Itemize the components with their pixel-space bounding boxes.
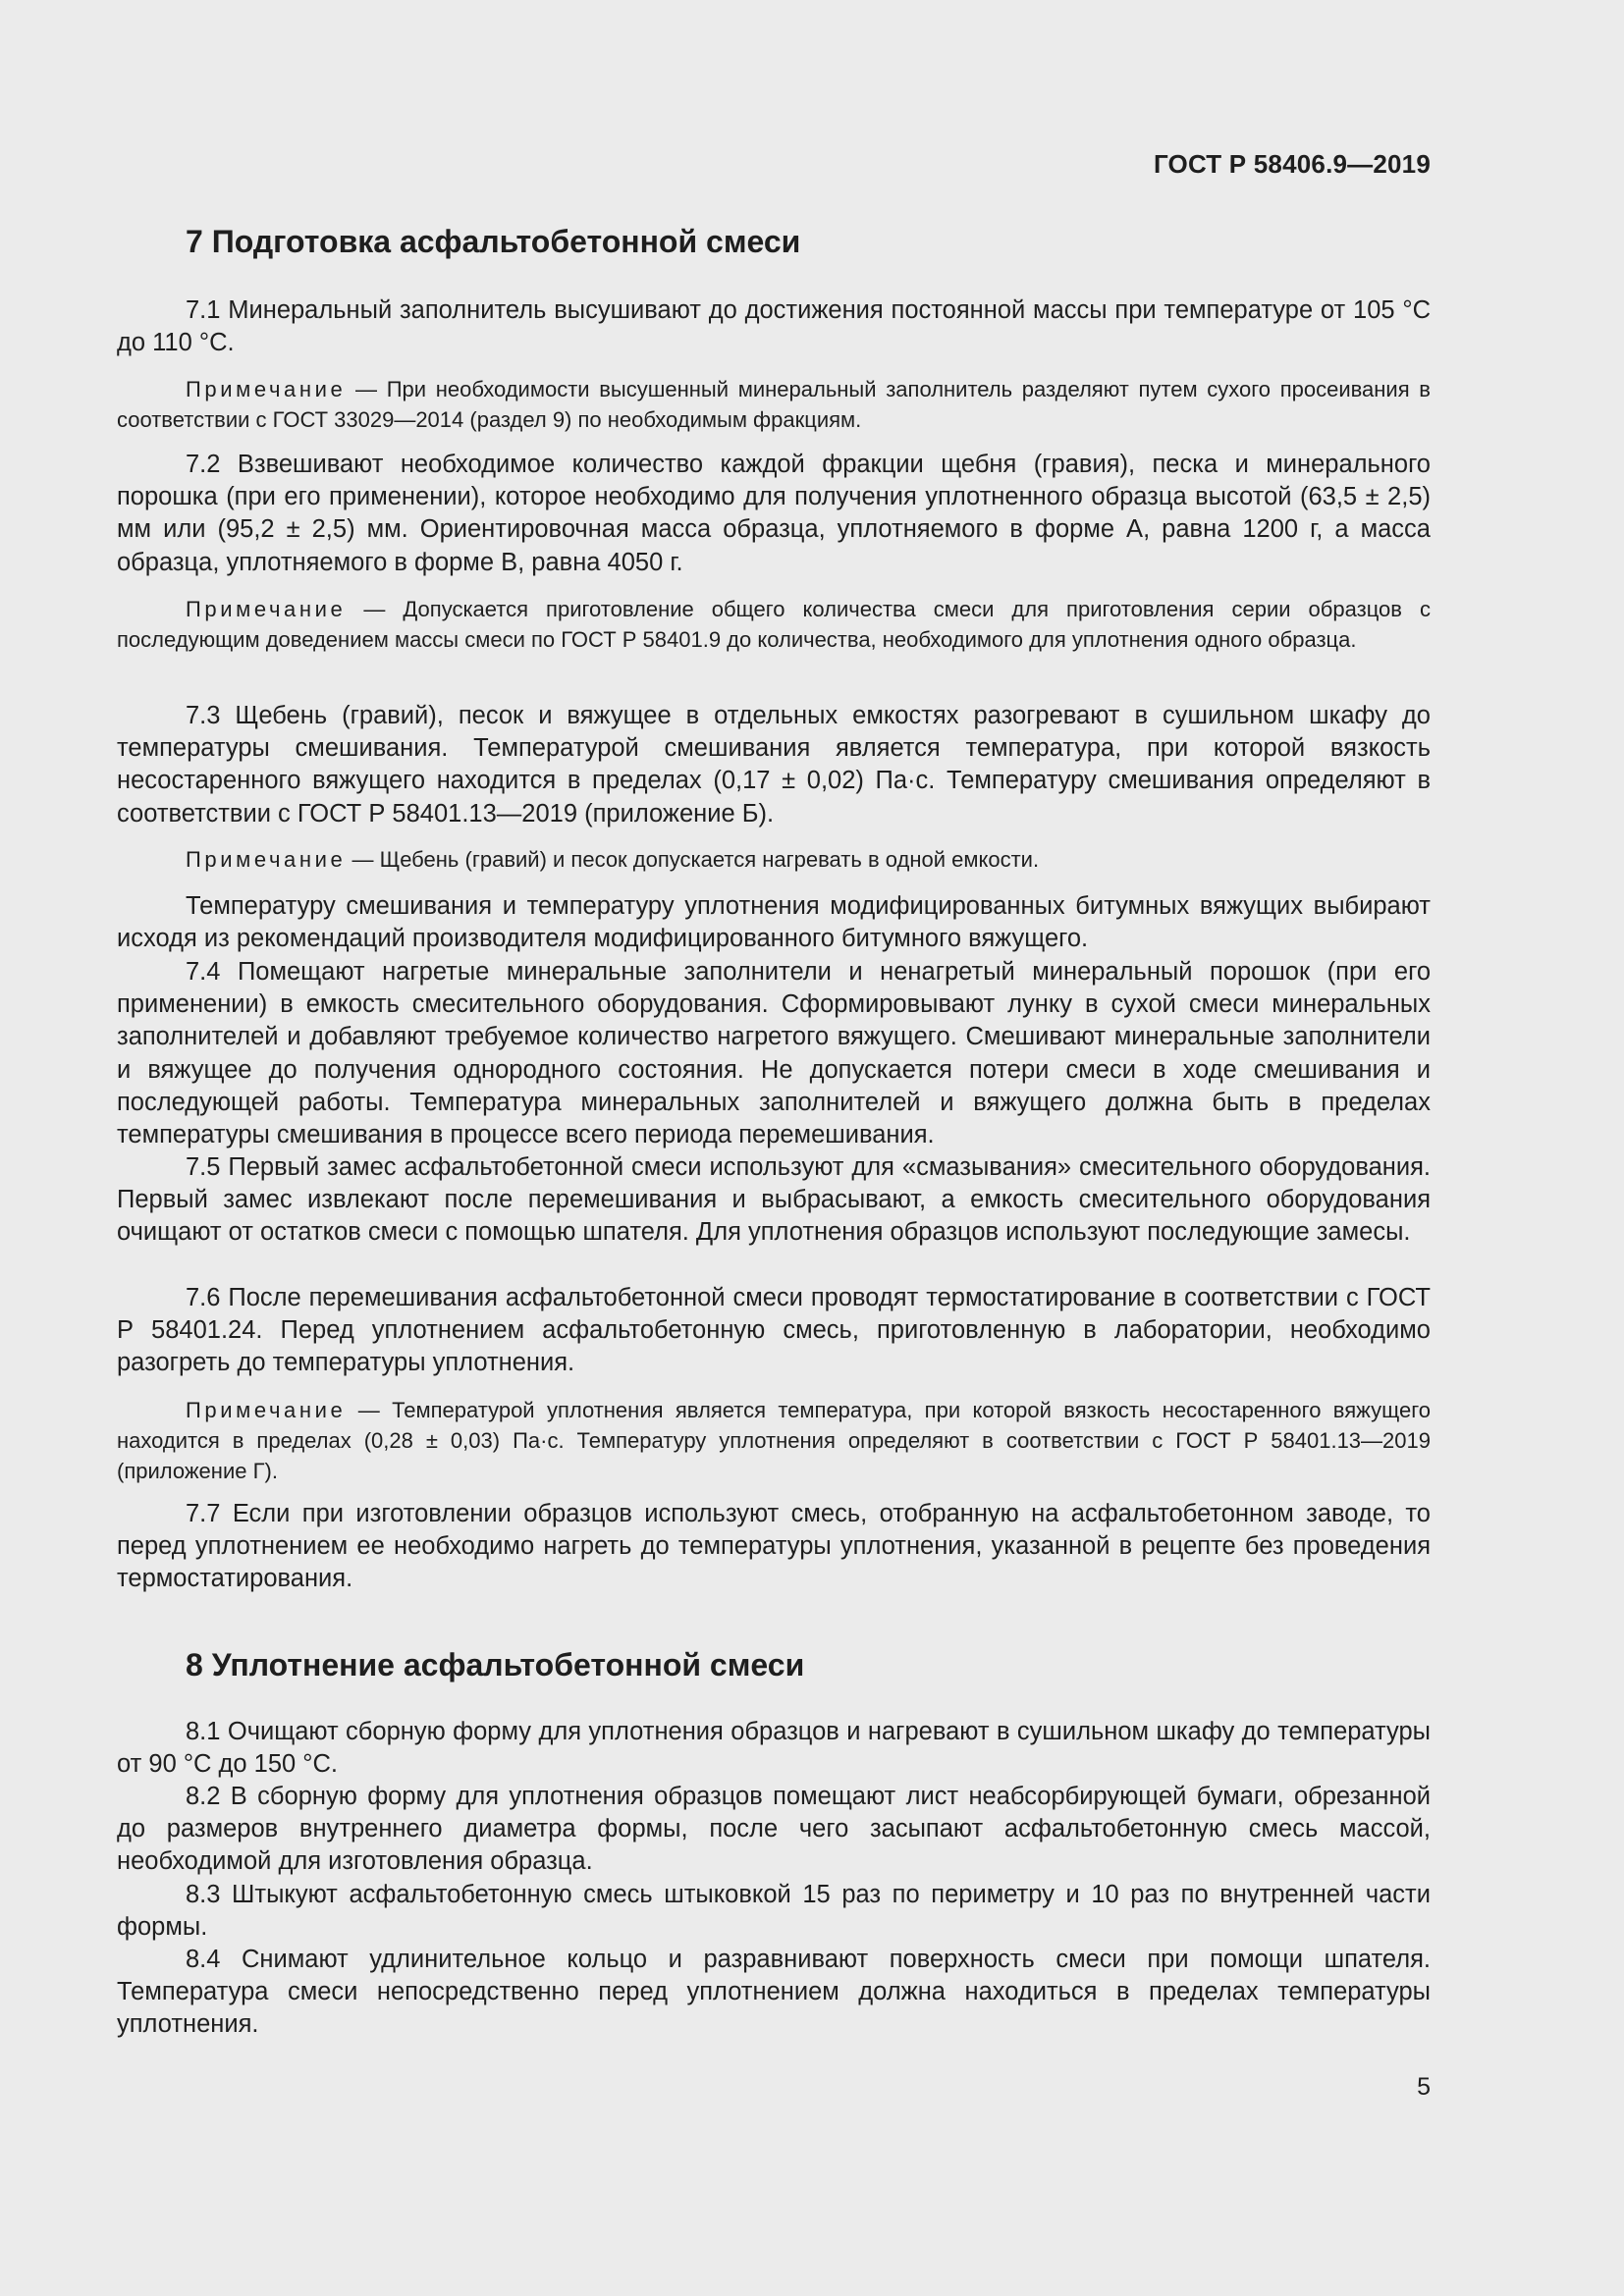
section-8-title: 8 Уплотнение асфальтобетонной смеси [186, 1647, 805, 1682]
paragraph-modified-binders: Температуру смешивания и температуру уплотнения модифицированных битумных вяжущих выбирают исходя из рекомендаций производителя модифицированного битумного вяжущего. [117, 892, 1431, 953]
paragraph-8-3: 8.3 Штыкуют асфальтобетонную смесь штыковкой 15 раз по периметру и 10 раз по внутренней части формы. [117, 1881, 1431, 1942]
paragraph-8-4: 8.4 Снимают удлинительное кольцо и разравнивают поверхность смеси при помощи шпателя. Температура смеси непосредственно перед уплотнением должна находиться в пределах температуры уплотнения. [117, 1946, 1431, 2039]
document-page [117, 0, 1431, 2296]
paragraph-7-2: 7.2 Взвешивают необходимое количество каждой фракции щебня (гравия), песка и минерального порошка (при его применении), которое необходимо для получения уплотненного образца высотой (63,5 ± 2,5) мм или (95,2 ± 2,5) мм. Ориентировочная масса образца, уплотняемого в форме А, равна 1200 г, а масса образца, уплотняемого в форме В, равна 4050 г. [117, 451, 1431, 576]
paragraph-7-3: 7.3 Щебень (гравий), песок и вяжущее в отдельных емкостях разогревают в сушильном шкафу до температуры смешивания. Температурой смешивания является температура, при которой вязкость несостаренного вяжущего находится в пределах (0,17 ± 0,02) Па·с. Температуру смешивания определяют в соответствии с ГОСТ Р 58401.13—2019 (приложение Б). [117, 702, 1431, 828]
paragraph-7-7: 7.7 Если при изготовлении образцов используют смесь, отобранную на асфальтобетонном заводе, то перед уплотнением ее необходимо нагреть до температуры уплотнения, указанной в рецепте без проведения термостатирования. [117, 1500, 1431, 1593]
paragraph-7-4: 7.4 Помещают нагретые минеральные заполнители и ненагретый минеральный порошок (при его применении) в емкость смесительного оборудования. Сформировывают лунку в сухой смеси минеральных заполнителей и добавляют требуемое количество нагретого вяжущего. Смешивают минеральные заполнители и вяжущее до получения однородного состояния. Не допускается потери смеси в ходе смешивания и последующей работы. Температура минеральных заполнителей и вяжущего должна быть в пределах температуры смешивания в процессе всего периода перемешивания. [117, 958, 1431, 1149]
note-text: — Допускается приготовление общего количества смеси для приготовления серии образцов с последующим доведением массы смеси по ГОСТ Р 58401.9 до количества, необходимого для уплотнения одного образца. [117, 597, 1431, 652]
paragraph-8-2: 8.2 В сборную форму для уплотнения образцов помещают лист неабсорбирующей бумаги, обрезанной до размеров внутреннего диаметра формы, после чего засыпают асфальтобетонную смесь массой, необходимой для изготовления образца. [117, 1783, 1431, 1876]
note-label: Примечание [186, 377, 347, 401]
note-7-2 [117, 594, 1431, 655]
note-text: — При необходимости высушенный минеральный заполнитель разделяют путем сухого просеивания в соответствии с ГОСТ 33029—2014 (раздел 9) по необходимым фракциям. [117, 377, 1431, 432]
paragraph-8-1: 8.1 Очищают сборную форму для уплотнения образцов и нагревают в сушильном шкафу до температуры от 90 °С до 150 °С. [117, 1718, 1431, 1779]
note-text: — Температурой уплотнения является температура, при которой вязкость несостаренного вяжущего находится в пределах (0,28 ± 0,03) Па·с. Температуру уплотнения определяют в соответствии с ГОСТ Р 58401.13—2019 (приложение Г). [117, 1398, 1431, 1483]
note-text: — Щебень (гравий) и песок допускается нагревать в одной емкости. [346, 847, 1040, 872]
note-7-3 [117, 844, 1431, 875]
note-label: Примечание [186, 847, 347, 872]
page-number: 5 [1417, 2073, 1431, 2101]
note-7-6 [117, 1395, 1431, 1486]
note-label: Примечание [186, 1398, 347, 1422]
note-label: Примечание [186, 597, 347, 621]
note-7-1 [117, 374, 1431, 435]
paragraph-7-5: 7.5 Первый замес асфальтобетонной смеси используют для «смазывания» смесительного оборудования. Первый замес извлекают после перемешивания и выбрасывают, а емкость смесительного оборудования очищают от остатков смеси с помощью шпателя. Для уплотнения образцов используют последующие замесы. [117, 1153, 1431, 1247]
paragraph-7-6: 7.6 После перемешивания асфальтобетонной смеси проводят термостатирование в соответствии с ГОСТ Р 58401.24. Перед уплотнением асфальтобетонную смесь, приготовленную в лаборатории, необходимо разогреть до температуры уплотнения. [117, 1284, 1431, 1377]
section-7-title: 7 Подготовка асфальтобетонной смеси [186, 224, 801, 259]
paragraph-7-1: 7.1 Минеральный заполнитель высушивают до достижения постоянной массы при температуре от 105 °С до 110 °С. [117, 296, 1431, 357]
standard-code: ГОСТ Р 58406.9—2019 [1153, 149, 1431, 179]
